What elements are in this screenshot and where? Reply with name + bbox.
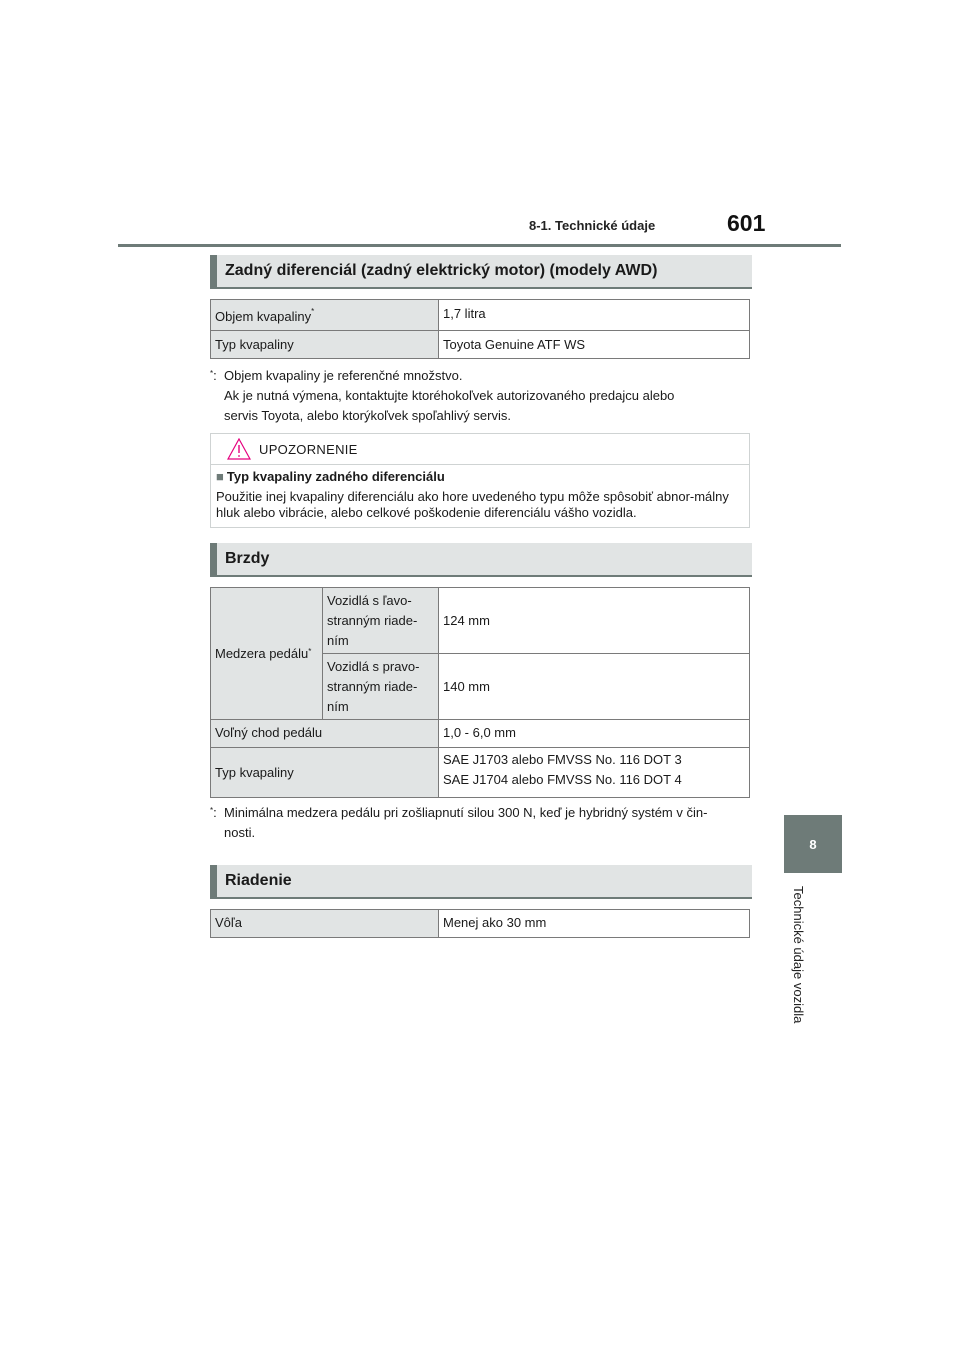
row-label <box>211 588 323 720</box>
table-row <box>211 720 750 748</box>
caution-text: Použitie inej kvapaliny diferenciálu ako hore uvedeného typu môže spôsobiť abnor-málny hluk alebo vibrácie, alebo celkové poškodenie diferenciálu vášho vozidla. <box>216 489 729 520</box>
table-row <box>211 300 750 331</box>
table-row <box>211 588 750 654</box>
row-sublabel: Vozidlá s ľavo-stranným riade-ním <box>323 588 439 654</box>
chapter-label: Technické údaje vozidla <box>791 886 806 1024</box>
footnote-line: Objem kvapaliny je referenčné množstvo. <box>224 368 463 383</box>
row-value: Menej ako 30 mm <box>439 910 750 938</box>
footnote-colon: : <box>213 368 217 383</box>
table-row <box>211 331 750 359</box>
footnote-star: * <box>210 369 214 378</box>
caution-subtitle: ■ Typ kvapaliny zadného diferenciálu <box>216 469 445 484</box>
row-label: Typ kvapaliny <box>211 331 439 359</box>
footnote-line: nosti. <box>224 825 256 840</box>
row-sublabel: Vozidlá s pravo-stranným riade-ním <box>323 654 439 720</box>
footnote-star: * <box>210 806 214 815</box>
section-title: 8-1. Technické údaje <box>529 218 656 233</box>
pedal-gap-label: Medzera pedálu <box>215 645 309 661</box>
row-label: Typ kvapaliny <box>211 748 439 798</box>
row-label: Voľný chod pedálu <box>211 720 439 748</box>
footnote-rear-diff <box>210 366 764 426</box>
square-bullet-icon: ■ <box>216 469 224 484</box>
section-heading-rear-diff: Zadný diferenciál (zadný elektrický motor) (modely AWD) <box>210 255 752 289</box>
chapter-tab[interactable]: 8 <box>784 815 842 873</box>
footnote-line: Minimálna medzera pedálu pri zošliapnutí silou 300 N, keď je hybridný systém v čin- <box>224 805 708 820</box>
table-row <box>211 748 750 798</box>
row-value: Toyota Genuine ATF WS <box>439 331 750 359</box>
row-value: 124 mm <box>439 588 750 654</box>
caution-title: UPOZORNENIE <box>259 442 358 457</box>
row-value: 140 mm <box>439 654 750 720</box>
footnote-brakes <box>210 803 764 843</box>
footnote-star: * <box>308 646 312 656</box>
footnote-colon: : <box>213 805 217 820</box>
row-value <box>439 748 750 798</box>
footnote-star: * <box>311 307 315 316</box>
footnote-line: servis Toyota, alebo ktorýkoľvek spoľahlivý servis. <box>224 408 511 423</box>
caution-box <box>210 433 750 528</box>
row-value: 1,0 - 6,0 mm <box>439 720 750 748</box>
footnote-line: Ak je nutná výmena, kontaktujte ktoréhokoľvek autorizovaného predajcu alebo <box>224 388 675 403</box>
row-value: 1,7 litra <box>439 300 750 331</box>
row-label: Vôľa <box>211 910 439 938</box>
header-divider <box>118 244 841 247</box>
section-heading-steering: Riadenie <box>210 865 752 899</box>
row-label <box>211 300 439 331</box>
label-text: Objem kvapaliny <box>215 309 312 324</box>
fluid-spec: SAE J1703 alebo FMVSS No. 116 DOT 3 <box>443 752 682 767</box>
brakes-table <box>210 587 750 798</box>
fluid-spec: SAE J1704 alebo FMVSS No. 116 DOT 4 <box>443 772 682 787</box>
steering-table <box>210 909 750 938</box>
section-heading-brakes: Brzdy <box>210 543 752 577</box>
rear-diff-table <box>210 299 750 359</box>
page-number: 601 <box>727 210 766 236</box>
table-row <box>211 910 750 938</box>
warning-triangle-icon <box>227 438 251 460</box>
